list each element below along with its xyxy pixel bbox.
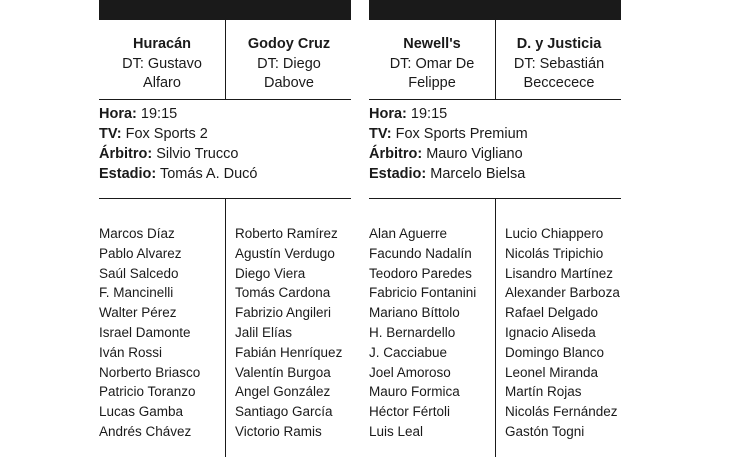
estadio-label: Estadio:	[369, 166, 427, 182]
header-bar	[99, 0, 351, 20]
player: Saúl Salcedo	[99, 265, 179, 281]
info-tv	[369, 124, 621, 144]
away-lineup	[505, 224, 620, 442]
home-coach-line2: Felippe	[408, 75, 456, 91]
away-coach-line2: Dabove	[264, 75, 314, 91]
player: Lucio Chiappero	[505, 226, 604, 241]
player: Victorio Ramis	[235, 423, 322, 439]
info-estadio	[369, 164, 621, 184]
hora-value: 19:15	[410, 106, 448, 122]
arbitro-label: Árbitro:	[99, 146, 153, 162]
player: Andrés Chávez	[99, 423, 192, 439]
player: Héctor Fértoli	[369, 404, 451, 420]
player: Teodoro Paredes	[369, 265, 472, 281]
player: Nicolás Tripichio	[505, 245, 604, 261]
estadio-value: Tomás A. Ducó	[159, 166, 258, 182]
tv-value: Fox Sports Premium	[395, 126, 528, 142]
hora-label: Hora:	[99, 106, 137, 122]
player: Fabricio Fontanini	[369, 285, 477, 301]
player: Alexander Barboza	[505, 285, 620, 301]
player: Iván Rossi	[99, 344, 163, 360]
home-team-name: Newell's	[403, 36, 461, 52]
match-info	[99, 104, 351, 184]
player: Lucas Gamba	[99, 404, 184, 420]
player: Luis Leal	[369, 423, 424, 439]
info-arbitro	[99, 144, 351, 164]
tv-label: TV:	[369, 126, 392, 142]
home-team	[369, 35, 495, 94]
player: Fabrizio Angileri	[235, 305, 332, 321]
player: Rafael Delgado	[505, 305, 599, 321]
player: Angel González	[235, 384, 331, 400]
match-card-newells-defensa	[369, 0, 621, 457]
player: J. Cacciabue	[369, 344, 448, 360]
away-coach-line1: DT: Diego	[257, 55, 321, 72]
player: H. Bernardello	[369, 324, 456, 340]
info-tv	[99, 124, 351, 144]
estadio-value: Marcelo Bielsa	[430, 166, 526, 182]
teams-header	[99, 20, 351, 100]
away-team-name: Godoy Cruz	[247, 36, 331, 52]
info-estadio	[99, 164, 351, 184]
player: Domingo Blanco	[505, 344, 605, 360]
tv-label: TV:	[99, 126, 122, 142]
player: Israel Damonte	[99, 324, 191, 340]
player: Valentín Burgoa	[235, 364, 331, 380]
player: Tomás Cardona	[235, 285, 331, 301]
info-hora	[99, 104, 351, 124]
player: Jalil Elías	[235, 324, 293, 340]
player: Pablo Alvarez	[99, 245, 182, 261]
player: Nicolás Fernández	[505, 404, 618, 420]
player: Roberto Ramírez	[235, 226, 338, 241]
info-hora	[369, 104, 621, 124]
player: Walter Pérez	[99, 305, 177, 321]
teams-header	[369, 20, 621, 100]
player: Marcos Díaz	[99, 226, 175, 241]
away-team-name: D. y Justicia	[516, 36, 602, 52]
estadio-label: Estadio:	[99, 166, 157, 182]
away-coach-line2: Beccecece	[523, 75, 595, 91]
match-info	[369, 104, 621, 184]
arbitro-value: Mauro Vigliano	[426, 146, 523, 162]
match-card-huracan-godoy-cruz	[99, 0, 351, 457]
away-lineup	[235, 224, 342, 442]
arbitro-value: Silvio Trucco	[156, 146, 239, 162]
player: Joel Amoroso	[369, 364, 451, 380]
player: Santiago García	[235, 404, 333, 420]
player: Diego Viera	[235, 265, 306, 281]
away-coach-line1: DT: Sebastián	[513, 55, 605, 72]
tv-value: Fox Sports 2	[125, 126, 208, 142]
lineup-divider	[225, 198, 226, 457]
player: Alan Aguerre	[369, 226, 448, 241]
home-lineup	[369, 224, 476, 442]
player: Fabián Henríquez	[235, 344, 343, 360]
player: Ignacio Aliseda	[505, 324, 596, 340]
player: Facundo Nadalín	[369, 245, 472, 261]
away-team	[496, 35, 622, 94]
home-team	[99, 35, 225, 94]
player: Patricio Toranzo	[99, 384, 196, 400]
arbitro-label: Árbitro:	[369, 146, 423, 162]
lineup-divider	[495, 198, 496, 457]
player: Norberto Briasco	[99, 364, 201, 380]
header-bar	[369, 0, 621, 20]
player: Gastón Togni	[505, 423, 585, 439]
player: Mauro Formica	[369, 384, 460, 400]
player: Leonel Miranda	[505, 364, 599, 380]
player: Martín Rojas	[505, 384, 582, 400]
info-arbitro	[369, 144, 621, 164]
home-coach-line1: DT: Omar De	[389, 55, 475, 72]
player: Mariano Bíttolo	[369, 305, 460, 321]
away-team	[226, 35, 352, 94]
hora-value: 19:15	[140, 106, 178, 122]
player: Lisandro Martínez	[505, 265, 614, 281]
home-team-name: Huracán	[132, 36, 192, 52]
home-coach-line2: Alfaro	[143, 75, 181, 91]
home-lineup	[99, 224, 200, 442]
player: F. Mancinelli	[99, 285, 174, 301]
player: Agustín Verdugo	[235, 245, 335, 261]
hora-label: Hora:	[369, 106, 407, 122]
home-coach-line1: DT: Gustavo	[122, 55, 202, 72]
